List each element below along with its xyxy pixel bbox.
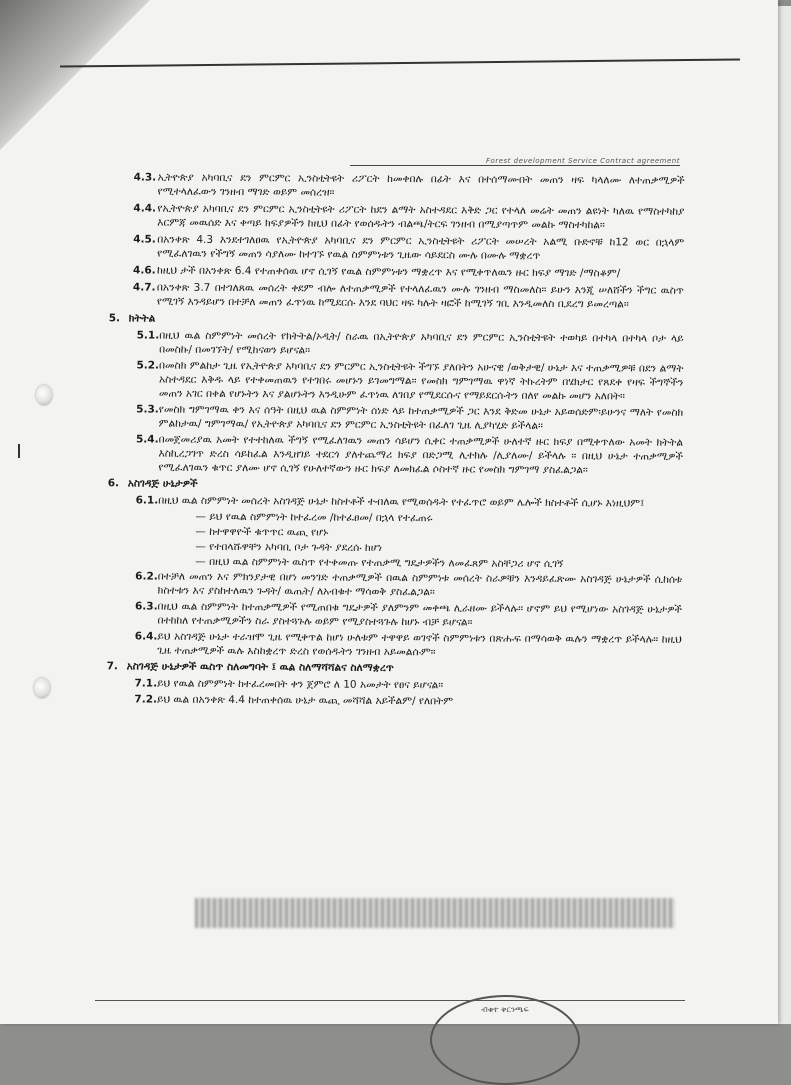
scan-smudge <box>195 898 675 928</box>
clause-6-2: 6.2. በተቻለ መጠን እና ምክንያታዊ በሆነ መንገድ ተጠቃሚዎች በዉል ስምምነቱ መሰረት ስራዎቹን እንዳይፈጽሙ አስገዳጅ ሁኔታዎች ሲከሰቱ ክስተቱን እና ያስከተለዉን ጉዳት/ ዉጤት/ ለአብቁተ ማሳወቅ ያስፈልጋል። <box>135 570 683 599</box>
section-7-heading: 7. አስገዳጅ ሁኔታዎች ዉስጥ ስለመግባት ፤ ዉል ስለማሻሻልና ስለማቋረጥ <box>106 660 394 674</box>
clause-6-1: 6.1. በዚህ ዉል ስምምነት መሰረት አስገዳጅ ሁኔታ ከስተቶች ተብለዉ የሚወሰዱት የተፈጥሮ ወይም ሌሎች ክስተቶች ሲሆኑ እነዚህም፤ <box>135 494 645 510</box>
punch-hole-upper <box>36 385 52 405</box>
list-item: — ከተዋዋዮች ቁጥጥር ዉጪ የሆኑ <box>195 525 329 539</box>
clause-4-6: 4.6. ከዚህ ታች በአንቀጽ 6.4 የተጠቀሰዉ ሆኖ ሲገኝ የዉል ስምምነቱን ማቋረጥ እና የሚቀጥለዉን ዙር ክፍያ ማገድ /ማስቆም/ <box>133 264 621 280</box>
clause-4-5: 4.5. በአንቀጽ 4.3 እንደተገለፀዉ የኢትዮጵያ አካባቢና ደን ምርምር ኢንስቲትዩት ሪፖርት መሠረት አልሚ ቡድኖቹ ከ12 ወር በኋላም የሚፈለገዉን የችግኝ መጠን ሳያለሙ ከተገኙ የዉል ስምምነቱን ጊዜው ሳይደርስ ሙሉ በሙሉ ማቋረጥ <box>133 233 685 262</box>
clause-5-1: 5.1. በዚህ ዉል ስምምነት መሰረት የክትትል/ኦዲት/ ስራዉ በኢትዮጵያ አካባቢና ደን ምርምር ኢንስቲትዩት ተወካይ በተካላ በተካላ ቦታ ላይ በመስኩ/ በመገኘት/ የሚከናወን ይሆናል። <box>136 329 684 357</box>
section-5-heading: 5. ክትትል <box>108 312 156 325</box>
list-item: — የተበላሹዋቸን አካባቢ ቦታ ጉዳት ያደረሱ ከሆነ <box>195 540 383 554</box>
bottom-rule <box>95 1000 685 1001</box>
clause-5-2: 5.2. በመስክ ምልከታ ጊዜ የኢትዮጵያ አካባቢና ደን ምርምር ኢንስቲትዩት ችግኙ ያለበትን አሁናዊ /ወቅታዊ/ ሁኔታ እና ተጠቃሚዎቹ በደን ልማት አስተዳደር እቅዱ ላይ የተቀመጠዉን የተገበሩ መሆኑን ይገመግማል። የመስክ ግምገማዉ ዋነኛ ትኩረትም በሄክታር የጸደቀ የዛፍ ችግኞችን መጠን አገር በቀል የሆኑትን እና ያልሆኑትን እንዲሁም ፈጥነዉ ለገበያ የሚደርሱና የማይደርሱትን በለየ መልኩ መሆን አለበት። <box>136 359 684 403</box>
clause-7-2: 7.2. ይህ ዉል በአንቀጽ 4.4 ከተጠቀሰዉ ሁኔታ ዉጪ መሻሻል አይችልም/ የለበትም <box>134 693 454 708</box>
section-6-heading: 6. አስገዳጅ ሁኔታዎች <box>107 477 198 490</box>
running-header: Forest development Service Contract agreement <box>350 157 680 166</box>
punch-hole-lower <box>34 678 50 698</box>
document-body <box>106 170 684 712</box>
clause-4-3: 4.3. ኢትዮጵያ አካባቢና ደን ምርምር ኢንስቲትዩት ሪፖርት ከመቀበሉ በፊት እና በተሰማሙበት መጠን ዛፍ ካላለሙ ለተጠቃሚዎች የሚተላለፈውን ገንዘብ ማገድ ወይም መሰረዝ። <box>133 171 685 199</box>
top-rule <box>60 58 740 67</box>
clause-6-3: 6.3. በዚህ ዉል ስምምነት ከተጠቃሚዎች የሚጠበቁ ግዴታዎች ያለምንም መቀጫ ሊራዘሙ ይችላሉ። ሆኖም ይህ የሚሆነው አስገዳጅ ሁኔታዎች በተከከለ የተጠቃሚዎችን ስራ ያስተጓጉሉ ወይም የሚያስተጓጉሉ ከሆኑ ብቻ ይሆናል። <box>134 600 683 629</box>
clause-5-4: 5.4. በመጀመሪያዉ አመት የተተከለዉ ችግኝ የሚፈለገዉን መጠን ሳይሆን ሲቀር ተጠቃሚዎች ሁለተኛ ዙር ክፍያ በሚቀጥለው አመት ክትትል እስኪረጋገጥ ድረስ ሳይከፈል እንዲዘገይ ተደርጎ ያለተጨማሪ ክፍያ በድጋሚ ሊተክሉ /ሊያለሙ/ ይችላሉ ። በዚህ ሁኔታ ተጠቃሚዎች የሚፈለገዉን ቁጥር ያለሙ ሆኖ ሲገኝ የሁለተኛውን ዙር ክፍያ ለመክፈል ሶስተኛ ዙር የመስክ ግምገማ ያስፈልጋል። <box>135 433 684 477</box>
clause-6-4: 6.4. ይህ አስገዳጅ ሁኔታ ተራዝሞ ጊዜ የሚቀጥል ከሆነ ሁለቱም ተዋዋይ ወገኖች ስምምነቱን በጽሑፍ በማሳወቅ ዉሉን ማቋረጥ ይችላሉ። ከዚህ ጊዜ ተጠቃሚዎች ዉሉ እስከቋረጥ ድረስ የወሰዱትን ገንዘብ አይመልሱም። <box>134 630 682 659</box>
clause-4-7: 4.7. በአንቀጽ 3.7 በተገለጸዉ መሰረት ቀደም ብሎ ለተጠቃሚዎች የተላለፈዉን ሙሉ ገንዘብ ማስመለስ። ይሁን እንጂ ሠለሸችን ችግር ዉስጥ የሚገኝ እንዳይሆን በተቻለ መጠን ፈጥነዉ ከሚደርሱ እንደ ባህር ዛፍ ካሉት ዛፎች ከሚገኝ ገቢ እንዲመለስ ቢደረግ ይመረጣል። <box>132 281 684 311</box>
margin-mark <box>18 444 20 458</box>
folded-corner <box>0 0 150 150</box>
official-stamp: ብቁተ ቅርንጫፍ <box>430 995 580 1085</box>
clause-4-4: 4.4. የኢትዮጵያ አካባቢና ደን ምርምር ኢንስቲትዩት ሪፖርት ከደን ልማት አስተዳደር እቅድ ጋር የተላለ መሬት መጠን ልዩነት ካለዉ የማስተካከያ እርምጃ መዉሰድ እና ቀጣይ ክፍያዎችን ከዚህ በፊት የወሰዱትን ብልጫ/ትርፍ ገንዘብ በሚያጣጥም መልኩ ማስተካከል። <box>133 202 685 232</box>
list-item: — በዚህ ዉል ስምምነት ዉስጥ የተቀመጡ የተጠቃሚ ግዴታዎችን ለመፈጸም አስቸጋሪ ሆኖ ሲገኝ <box>195 555 564 571</box>
list-item: — ይህ የዉል ስምምነት ከተፈረመ /ከተፈፀመ/ በኋላ የተፈጠሩ <box>195 510 433 525</box>
clause-7-1: 7.1. ይህ የዉል ስምምነት ከተፈረመበት ቀን ጀምሮ ለ 10 አመታት የፀና ይሆናል። <box>134 677 444 692</box>
clause-5-3: 5.3. የመስክ ግምገማዉ ቀን እና ሰዓት በዚህ ዉል ስምምነት ሰነድ ላይ ከተጠቃሚዎች ጋር እንደ ቅድመ ሁኔታ አይወሰድም፡ይሁንና ማለት የመስክ ምልከታዉ/ ግምገማዉ/ የኢትዮጵያ አካባቢና ደን ምርምር ኢንስቲትዩት በፈለገ ጊዜ ሊያካሂድ ይችላል። <box>136 403 684 432</box>
